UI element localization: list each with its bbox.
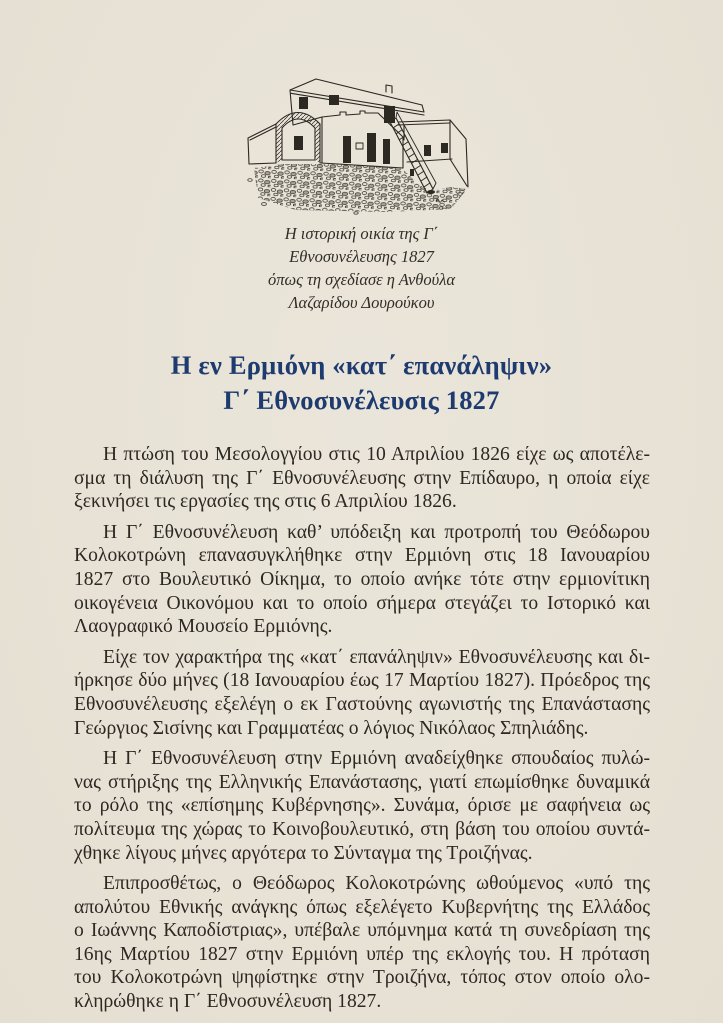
paragraph-line: κληρώθηκε η Γ΄ Εθνοσυνέλευση 1827. [74,991,382,1013]
paragraph-line: Εθνοσυνέλευσης εξελέγη ο εκ Γαστούνης αγωνιστής της Επανάστασης [74,693,650,715]
house-sketch-illustration [236,60,488,215]
paragraph-line: χθηκε λίγους μήνες αργότερα το Σύνταγμα της Τροιζήνας. [74,842,533,864]
paragraph-line: Η Γ΄ Εθνοσυνέλευση καθ’ υπόδειξη και προτροπή του Θεόδωρου [103,521,650,543]
paragraph [74,747,650,865]
paragraph-line: Είχε τον χαρακτήρα της «κατ΄ επανάληψιν» Εθνοσυνέλευσης και δι- [103,646,650,668]
paragraph-line: Επιπροσθέτως, ο Θεόδωρος Κολοκοτρώνης ωθούμενος «υπό της [103,873,650,895]
paragraph [74,646,650,740]
figure-caption-line2: όπως τη σχεδίασε η Ανθούλα Λαζαρίδου Δουρούκου [267,270,456,312]
paragraph-line: απολύτου Εθνικής ανάγκης όπως εξελέγετο Κυβερνήτης της Ελλάδος [74,896,650,918]
paragraph-line: σμα τη διάλυση της Γ΄ Εθνοσυνέλευσης στην Επίδαυρο, η οποία είχε [74,467,650,489]
article-title-line1: Η εν Ερμιόνη «κατ΄ επανάληψιν» [170,350,553,380]
paragraph-line: νας στήριξης της Ελληνικής Επανάστασης, γιατί επωμίσθηκε δυναμικά [74,771,650,793]
paragraph-line: ήρκησε δύο μήνες (18 Ιανουαρίου έως 17 Μαρτίου 1827). Πρόεδρος της [74,670,650,692]
figure-caption-line1: Η ιστορική οικία της Γ΄ Εθνοσυνέλευσης 1827 [284,224,439,266]
paragraph [74,872,650,1014]
paragraph-line: 16ης Μαρτίου 1827 στην Ερμιόνη υπέρ της εκλογής του. Η πρόταση [74,943,650,965]
article-title-line2: Γ΄ Εθνοσυνέλευσις 1827 [223,385,500,415]
paragraph-line: 1827 στο Βουλευτικό Οίκημα, το οποίο ανήκε τότε στην ερμιονίτικη [74,568,650,590]
paragraph-line: Η πτώση του Μεσολογγίου στις 10 Απριλίου 1826 είχε ως αποτέλε- [103,444,650,465]
paragraph-line: Λαογραφικό Μουσείο Ερμιόνης. [74,616,333,638]
paragraph-line: πολίτευμα της χώρας το Κοινοβουλευτικό, στη βάση του οποίου συντά- [74,818,650,840]
paragraph-line: Η Γ΄ Εθνοσυνέλευση στην Ερμιόνη αναδείχθηκε σπουδαίος πυλώ- [103,748,650,770]
paragraph-line: ξεκινήσει τις εργασίες της στις 6 Απριλίου 1826. [74,491,457,513]
paragraph [74,521,650,639]
article-title [0,348,723,418]
paragraph [74,443,650,514]
paragraph-line: Κολοκοτρώνη επανασυγκλήθηκε στην Ερμιόνη στις 18 Ιανουαρίου [74,545,650,567]
paragraph-line: ο Ιωάννης Καποδίστριας», υπέβαλε υπόμνημα κατά τη συνεδρίαση της [74,920,650,942]
paragraph-line: το ρόλο της «επίσημης Κυβέρνησης». Συνάμα, όρισε με σαφήνεια ως [74,795,650,817]
figure-block [236,60,488,314]
paragraph-line: Γεώργιος Σισίνης και Γραμματέας ο λόγιος Νικόλαος Σπηλιάδης. [74,717,589,739]
body-paragraphs [74,443,650,1014]
figure-caption [236,222,488,314]
paragraph-line: του Κολοκοτρώνη ψηφίστηκε στην Τροιζήνα, τόπος στον οποίο ολο- [74,967,650,989]
paragraph-line: οικογένεια Οικονόμου και το οποίο σήμερα στεγάζει το Ιστορικό και [74,592,650,614]
